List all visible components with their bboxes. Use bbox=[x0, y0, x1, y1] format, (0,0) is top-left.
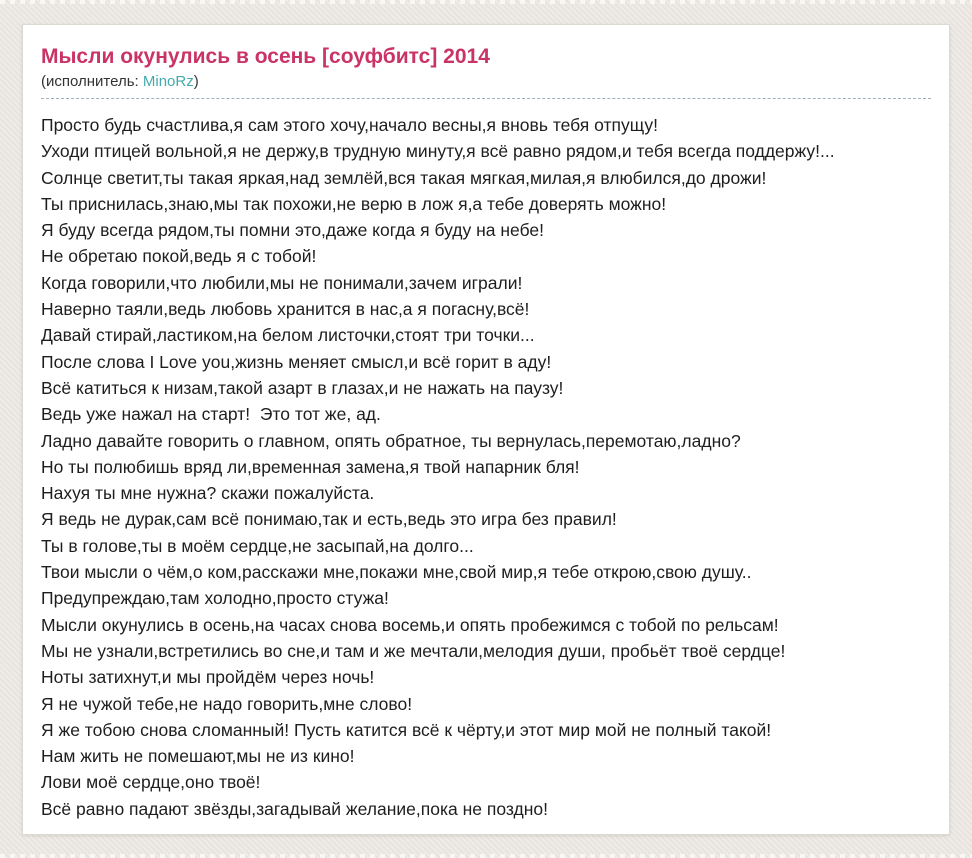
lyric-line: Когда говорили,что любили,мы не понимали,зачем играли! bbox=[41, 272, 523, 293]
lyric-line: Твои мысли о чём,о ком,расскажи мне,покажи мне,свой мир,я тебе открою,свою душу.. bbox=[41, 562, 752, 583]
artist-line bbox=[41, 73, 931, 99]
lyric-line: Ладно давайте говорить о главном, опять обратное, ты вернулась,перемотаю,ладно? bbox=[41, 430, 741, 451]
lyric-line: Я буду всегда рядом,ты помни это,даже когда я буду на небе! bbox=[41, 220, 545, 241]
lyric-line: Всё равно падают звёзды,загадывай желание,пока не поздно! bbox=[41, 798, 548, 819]
lyric-line: Просто будь счастлива,я сам этого хочу,начало весны,я вновь тебя отпущу! bbox=[41, 115, 658, 135]
lyric-line: Ведь уже нажал на старт! Это тот же, ад. bbox=[41, 404, 381, 425]
lyric-line: Я не чужой тебе,не надо говорить,мне слово! bbox=[41, 693, 413, 714]
lyric-line: Давай стирай,ластиком,на белом листочки,стоят три точки... bbox=[41, 325, 535, 346]
lyric-line: Ты приснилась,знаю,мы так похожи,не верю в лож я,а тебе доверять можно! bbox=[41, 193, 667, 214]
lyric-line: Ты в голове,ты в моём сердце,не засыпай,на долго... bbox=[41, 535, 474, 556]
lyric-line: Мысли окунулись в осень,на часах снова восемь,и опять пробежимся с тобой по рельсам! bbox=[41, 614, 779, 635]
page-top-stitch-border bbox=[0, 0, 972, 4]
lyric-line: Мы не узнали,встретились во сне,и там и же мечтали,мелодия души, пробьёт твоё сердце! bbox=[41, 640, 786, 661]
lyric-line: Лови моё сердце,оно твоё! bbox=[41, 772, 261, 793]
lyric-line: Но ты полюбишь вряд ли,временная замена,я твой напарник бля! bbox=[41, 456, 580, 477]
page-bottom-stitch-border bbox=[0, 854, 972, 858]
artist-close-paren: ) bbox=[193, 73, 199, 90]
lyric-line: Нам жить не помешают,мы не из кино! bbox=[41, 746, 355, 767]
lyric-line: Не обретаю покой,ведь я с тобой! bbox=[41, 246, 317, 267]
lyric-line: Уходи птицей вольной,я не держу,в трудную минуту,я всё равно рядом,и тебя всегда поддержу!... bbox=[41, 141, 835, 162]
lyric-line: Ноты затихнут,и мы пройдём через ночь! bbox=[41, 667, 375, 688]
lyrics bbox=[41, 112, 931, 822]
lyric-line: Я ведь не дурак,сам всё понимаю,так и есть,ведь это игра без правил! bbox=[41, 509, 617, 530]
lyric-line: Я же тобою снова сломанный! Пусть катится всё к чёрту,и этот мир мой не полный такой! bbox=[41, 719, 772, 740]
artist-link[interactable]: MinoRz bbox=[142, 73, 194, 90]
artist-label: (исполнитель: bbox=[41, 73, 143, 90]
lyric-line: Предупреждаю,там холодно,просто стужа! bbox=[41, 588, 389, 609]
lyric-line: После слова I Love you,жизнь меняет смысл,и всё горит в аду! bbox=[41, 351, 552, 372]
lyric-line: Всё катиться к низам,такой азарт в глазах,и не нажать на паузу! bbox=[41, 377, 564, 398]
lyric-line: Наверно таяли,ведь любовь хранится в нас,а я погасну,всё! bbox=[41, 299, 530, 320]
lyrics-card bbox=[22, 24, 950, 835]
lyric-line: Нахуя ты мне нужна? скажи пожалуйста. bbox=[41, 483, 375, 504]
page-title: Мысли окунулись в осень [соуфбитс] 2014 bbox=[41, 45, 490, 68]
lyric-line: Солнце светит,ты такая яркая,над землёй,вся такая мягкая,милая,я влюбился,до дрожи! bbox=[41, 167, 767, 188]
